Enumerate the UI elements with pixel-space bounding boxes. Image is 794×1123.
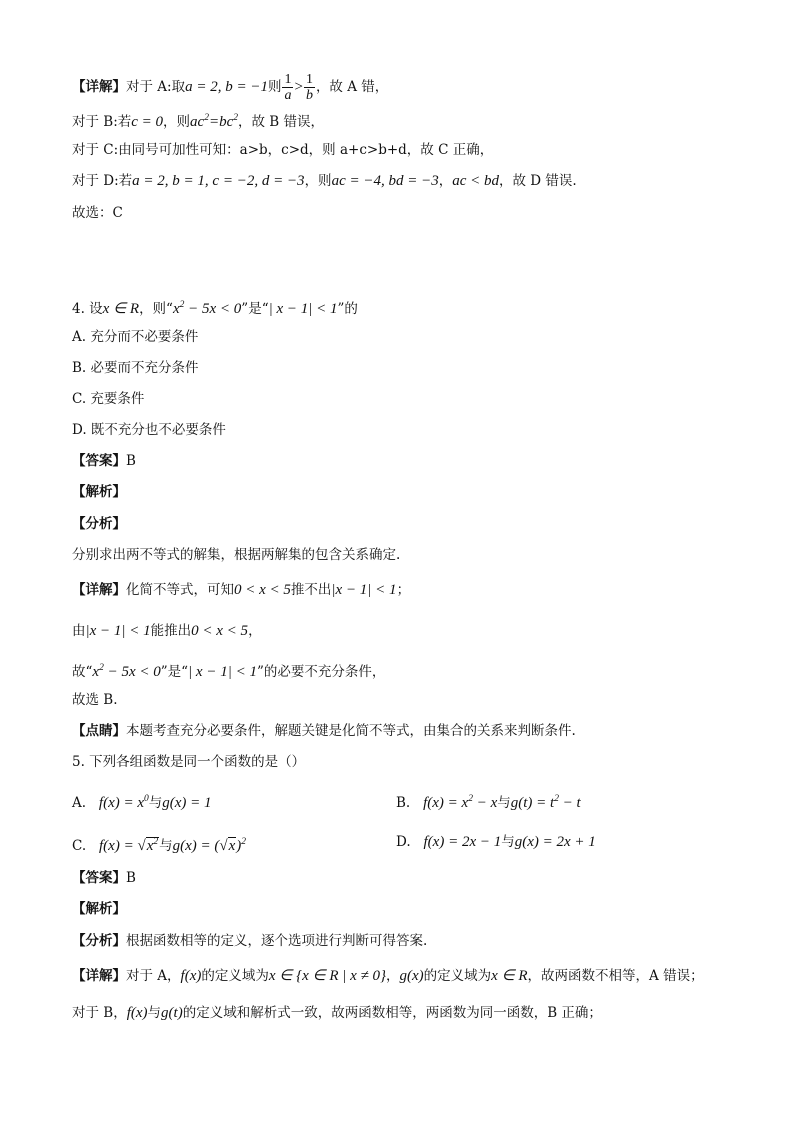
q5-detail-2: 对于 B，f(x)与g(t)的定义域和解析式一致，故两函数相等，两函数为同一函数，B 正确； — [72, 1005, 602, 1021]
q4-dianjing: 【点睛】本题考查充分必要条件，解题关键是化简不等式，由集合的关系来判断条件. — [72, 723, 576, 739]
fraction: $\frac{1}{a}$ — [284, 72, 292, 103]
q5-option-d: D. f(x) = 2x − 1与g(x) = 2x + 1 — [396, 834, 596, 850]
q5-detail: 【详解】对于 A，f(x)的定义域为x ∈ {x ∈ R | x ≠ 0}，g(x)的定义域为x ∈ R，故两函数不相等，A 错误； — [72, 968, 704, 984]
question-4-stem: 4. 设x ∈ R，则“$x^2 - 5x < 0$”是“| x − 1| < 1”的 — [72, 300, 358, 317]
q4-detail-2: 由|x − 1| < 1能推出0 < x < 5， — [72, 623, 262, 639]
q5-answer: 【答案】B — [72, 870, 136, 886]
detail-line-d: 对于 D:若a = 2, b = 1, c = −2, d = −3，则ac = −4, bd = −3，ac < bd，故 D 错误. — [72, 173, 577, 189]
q4-detail: 【详解】化简不等式，可知0 < x < 5推不出|x − 1| < 1； — [72, 582, 411, 598]
radical: $x^2$ — [146, 837, 159, 854]
q4-option-d: D. 既不充分也不必要条件 — [72, 422, 226, 438]
q5-option-b: B. $f(x) = x^2 - x$与$g(t) = t^2 - t$ — [396, 794, 581, 811]
q4-fenxi: 分别求出两不等式的解集，根据两解集的包含关系确定. — [72, 547, 401, 563]
q4-option-a: A. 充分而不必要条件 — [72, 329, 199, 345]
detail-tag: 【详解】 — [72, 79, 126, 95]
radical: x — [228, 838, 236, 854]
q4-detail-3: 故“$x^2 - 5x < 0$”是“| x − 1| < 1”的必要不充分条件， — [72, 663, 386, 680]
detail-line-b: 对于 B:若c = 0，则$ac^2=bc^2$，故 B 错误， — [72, 113, 325, 130]
q4-option-c: C. 充要条件 — [72, 391, 145, 407]
detail-line-a: 【详解】对于 A:取a = 2, b = −1则 $\frac{1}{a}$ > $\frac{1}{b}$ ，故 A 错， — [72, 72, 389, 103]
question-5-stem: 5. 下列各组函数是同一个函数的是（） — [72, 754, 306, 770]
q4-fenxi-tag: 【分析】 — [72, 516, 126, 532]
fraction: $\frac{1}{b}$ — [305, 72, 313, 103]
q4-detail-4: 故选 B. — [72, 692, 118, 708]
q4-option-b: B. 必要而不充分条件 — [72, 360, 199, 376]
detail-line-c: 对于 C:由同号可加性可知：a>b，c>d，则 a+c>b+d，故 C 正确， — [72, 142, 494, 158]
q5-option-c: C. $f(x) = √x^2$与$g(x) = (√x)^2$ — [72, 837, 247, 854]
q5-analysis-tag: 【解析】 — [72, 901, 126, 917]
q5-option-a: A. $f(x) = x^0$与g(x) = 1 — [72, 794, 212, 811]
q4-answer: 【答案】B — [72, 453, 136, 469]
q5-fenxi: 【分析】根据函数相等的定义，逐个选项进行判断可得答案. — [72, 933, 428, 949]
choice-line: 故选：C — [72, 205, 123, 221]
q4-analysis-tag: 【解析】 — [72, 484, 126, 500]
